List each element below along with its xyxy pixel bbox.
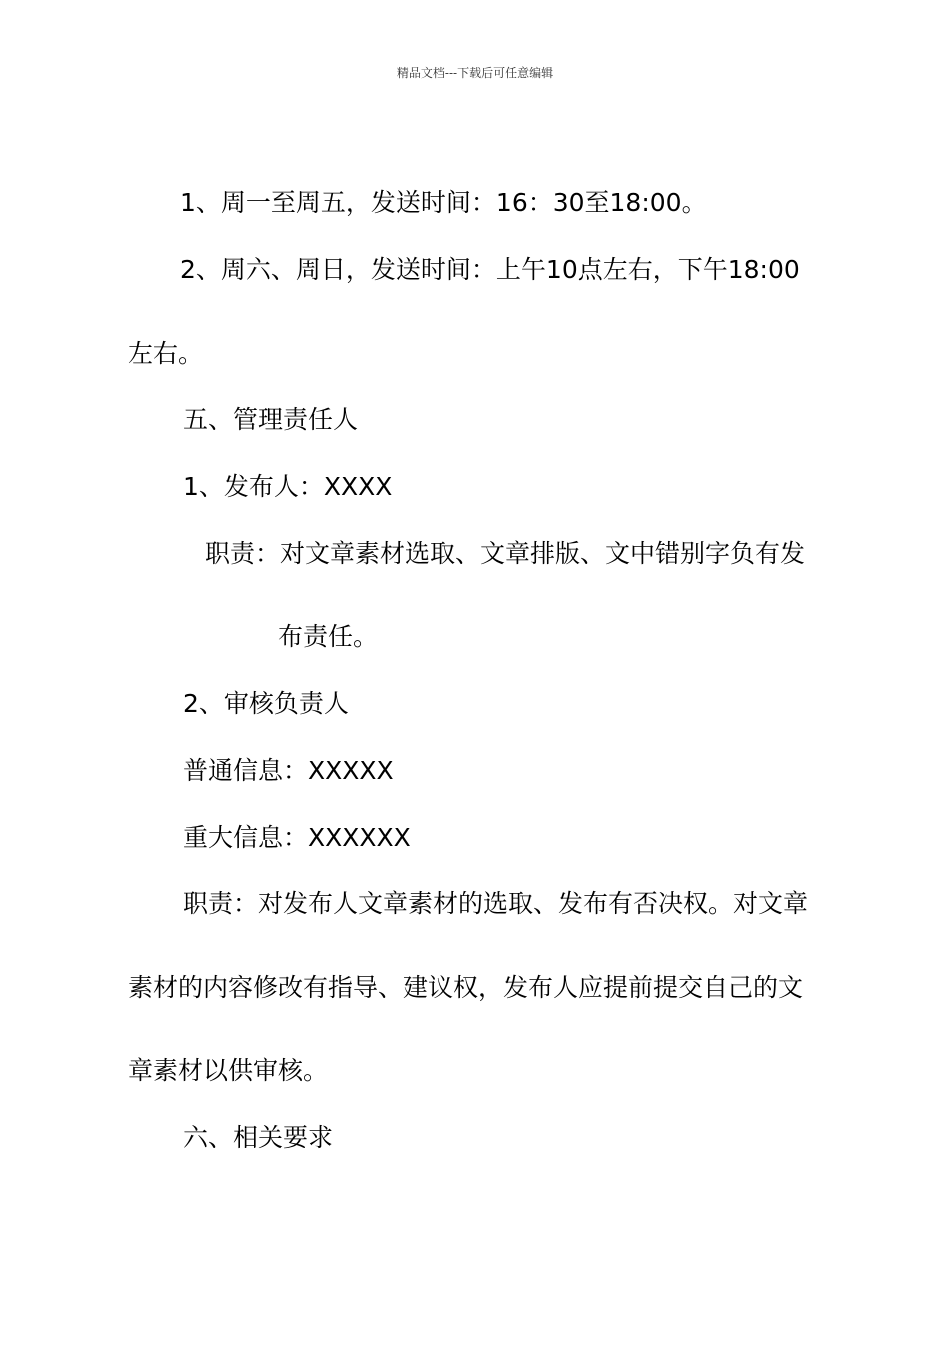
publisher-duty: 职责：对文章素材选取、文章排版、文中错别字负有发 (205, 539, 806, 568)
section-six-heading: 六、相关要求 (183, 1123, 334, 1152)
reviewer-duty-cont2: 章素材以供审核。 (128, 1056, 329, 1085)
reviewer-heading: 2、审核负责人 (183, 689, 349, 718)
send-time-weekday: 1、周一至周五，发送时间：16：30至18:00。 (180, 188, 707, 217)
normal-info-line: 普通信息：XXXXX (183, 756, 394, 785)
publisher-duty-cont: 布责任。 (278, 622, 379, 651)
send-time-weekend-cont: 左右。 (128, 339, 204, 368)
send-time-weekend: 2、周六、周日，发送时间：上午10点左右，下午18:00 (180, 255, 800, 284)
reviewer-duty-cont1: 素材的内容修改有指导、建议权，发布人应提前提交自己的文 (128, 973, 804, 1002)
publisher-line: 1、发布人：XXXX (183, 472, 393, 501)
section-five-heading: 五、管理责任人 (183, 405, 359, 434)
page-header: 精品文档---下载后可任意编辑 (396, 66, 554, 80)
major-info-line: 重大信息：XXXXXX (183, 823, 411, 852)
reviewer-duty: 职责：对发布人文章素材的选取、发布有否决权。对文章 (183, 889, 809, 918)
